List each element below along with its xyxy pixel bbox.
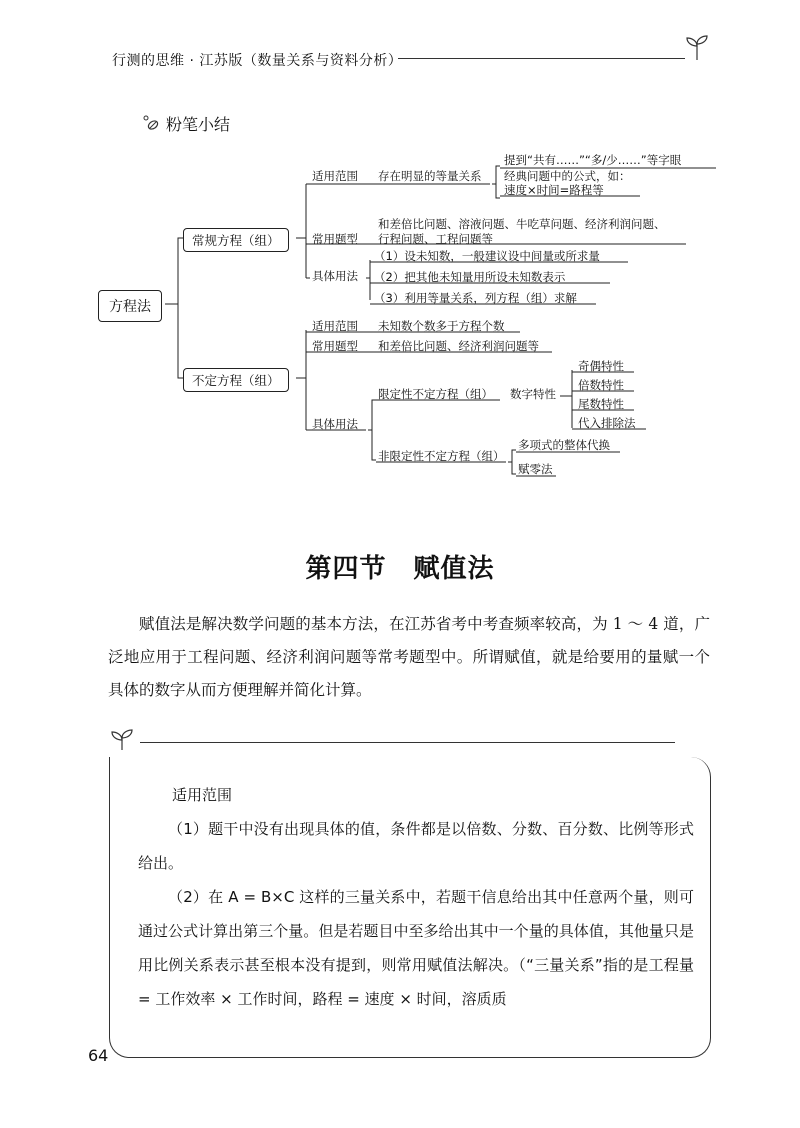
usage-step-2: （2）把其他未知量用所设未知数表示 — [374, 270, 566, 284]
summary-title: 粉笔小结 — [166, 115, 231, 134]
indefinite-scope-label: 适用范围 — [312, 319, 358, 333]
indefinite-usage-label: 具体用法 — [312, 417, 358, 431]
node-regular-equation: 常规方程（组） — [183, 228, 289, 252]
page-number: 64 — [88, 1046, 109, 1065]
running-header: 行测的思维 · 江苏版（数量关系与资料分析） — [112, 53, 403, 69]
method-polynomial: 多项式的整体代换 — [518, 438, 610, 452]
callout-body — [138, 778, 694, 1016]
sprout-icon — [108, 728, 136, 752]
limited-indefinite-label: 限定性不定方程（组） — [378, 387, 493, 401]
trait-multiple: 倍数特性 — [578, 378, 624, 392]
intro-paragraph — [108, 608, 710, 707]
regular-scope-value: 存在明显的等量关系 — [378, 169, 482, 183]
trait-last-digit: 尾数特性 — [578, 397, 624, 411]
node-indefinite-equation: 不定方程（组） — [183, 368, 289, 392]
indefinite-scope-value: 未知数个数多于方程个数 — [378, 319, 505, 333]
usage-step-3: （3）利用等量关系，列方程（组）求解 — [374, 291, 577, 305]
unlimited-indefinite-label: 非限定性不定方程（组） — [378, 449, 505, 463]
regular-types-label: 常用题型 — [312, 232, 358, 246]
callout-heading: 适用范围 — [172, 786, 233, 804]
regular-scope-detail-2: 经典问题中的公式，如： — [504, 169, 631, 183]
method-zero: 赋零法 — [518, 462, 553, 476]
indefinite-types-label: 常用题型 — [312, 339, 358, 353]
trait-parity: 奇偶特性 — [578, 359, 624, 373]
regular-types-value-1: 和差倍比问题、溶液问题、牛吃草问题、经济利润问题、 — [378, 217, 666, 231]
trait-substitution: 代入排除法 — [578, 416, 636, 430]
intro-text: 赋值法是解决数学问题的基本方法，在江苏省考中考查频率较高，为 1 ～ 4 道，广泛地应用于工程问题、经济利润问题等常考题型中。所谓赋值，就是给要用的量赋一个具体的数字从而方便理解并简化计算。 — [108, 615, 710, 699]
section-title: 第四节 赋值法 — [305, 554, 495, 584]
callout-para-1: （1）题干中没有出现具体的值，条件都是以倍数、分数、百分数、比例等形式给出。 — [138, 820, 694, 872]
callout-top-rule — [140, 742, 675, 743]
regular-types-value-2: 行程问题、工程问题等 — [378, 232, 493, 246]
regular-usage-label: 具体用法 — [312, 269, 358, 283]
number-traits-label: 数字特性 — [510, 387, 556, 401]
regular-scope-label: 适用范围 — [312, 169, 358, 183]
indefinite-types-value: 和差倍比问题、经济利润问题等 — [378, 339, 539, 353]
usage-step-1: （1）设未知数，一般建议设中间量或所求量 — [374, 249, 600, 263]
regular-scope-detail-1: 提到“共有……”“多/少……”等字眼 — [504, 153, 682, 167]
mindmap-root: 方程法 — [98, 290, 162, 322]
callout-para-2: （2）在 A = B×C 这样的三量关系中，若题干信息给出其中任意两个量，则可通过公式计算出第三个量。但是若题目中至多给出其中一个量的具体值，其他量只是用比例关系表示甚至根本没有提到，则常用赋值法解决。（“三量关系”指的是工程量 = 工作效率 × 工作时间，路程 = 速度 × 时间，溶质质 — [138, 888, 694, 1008]
regular-scope-detail-3: 速度×时间=路程等 — [504, 183, 604, 197]
